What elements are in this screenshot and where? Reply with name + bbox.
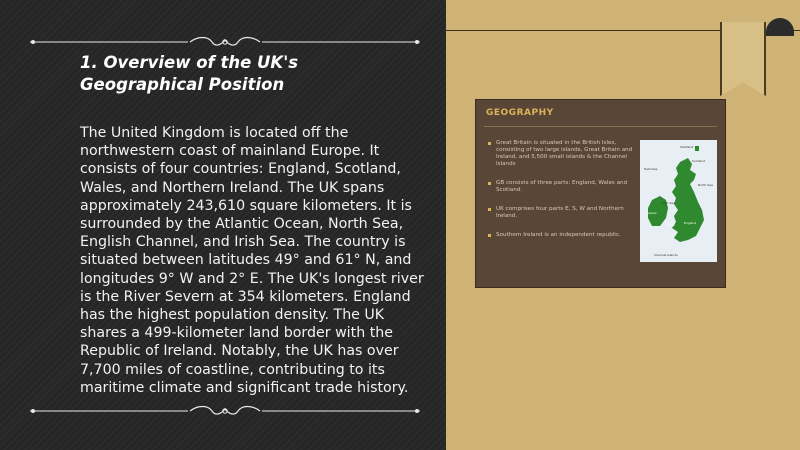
map-label: England: [684, 221, 697, 225]
thumbnail-heading: GEOGRAPHY: [486, 108, 554, 118]
scroll-divider-icon: [30, 405, 420, 417]
scroll-divider-icon: [30, 36, 420, 48]
thumbnail-bullet: Southern Ireland is an independent republic.: [488, 232, 636, 239]
slide-title: 1. Overview of the UK's Geographical Position: [80, 53, 299, 94]
map-label: Channel Islands: [654, 253, 678, 257]
thumbnail-bullet: Great Britain is situated in the British Isles, consisting of two large islands, Great Britain and Ireland, and 5,500 small islands & the Channel Islands: [488, 140, 636, 168]
map-label: Ireland: [646, 211, 657, 215]
thumbnail-bullet: UK comprises four parts E, S, W and Northern Ireland.: [488, 206, 636, 220]
geography-slide-image: [476, 100, 725, 287]
map-label: Hebrides: [644, 167, 658, 171]
thumbnail-rule: [484, 126, 717, 127]
thumbnail-bullet: GB consists of three parts: England, Wales and Scotland.: [488, 180, 636, 194]
map-label: Wales: [666, 223, 675, 227]
map-label: Scotland: [692, 159, 706, 163]
thumbnail-bullet-list: [488, 140, 636, 251]
british-isles-map: [640, 140, 717, 262]
map-label: North Sea: [698, 183, 713, 187]
map-label: Irish Sea: [662, 201, 675, 205]
map-label: Shetland: [680, 145, 694, 149]
slide-body-text: The United Kingdom is located off the northwestern coast of mainland Europe. It consists of four countries: England, Scotland, Wales, and Northern Ireland. The UK spans approximately 243,610 square kilometers. It is surrounded by the Atlantic Ocean, North Sea, English Channel, and Irish Sea. The country is situated between latitudes 49° and 61° N, and longitudes 9° W and 2° E. The UK's longest river is the River Severn at 354 kilometers. England has the highest population density. The UK shares a 499-kilometer land border with the Republic of Ireland. Notably, the UK has over 7,700 miles of coastline, contributing to its maritime climate and significant trade history.: [80, 125, 424, 396]
